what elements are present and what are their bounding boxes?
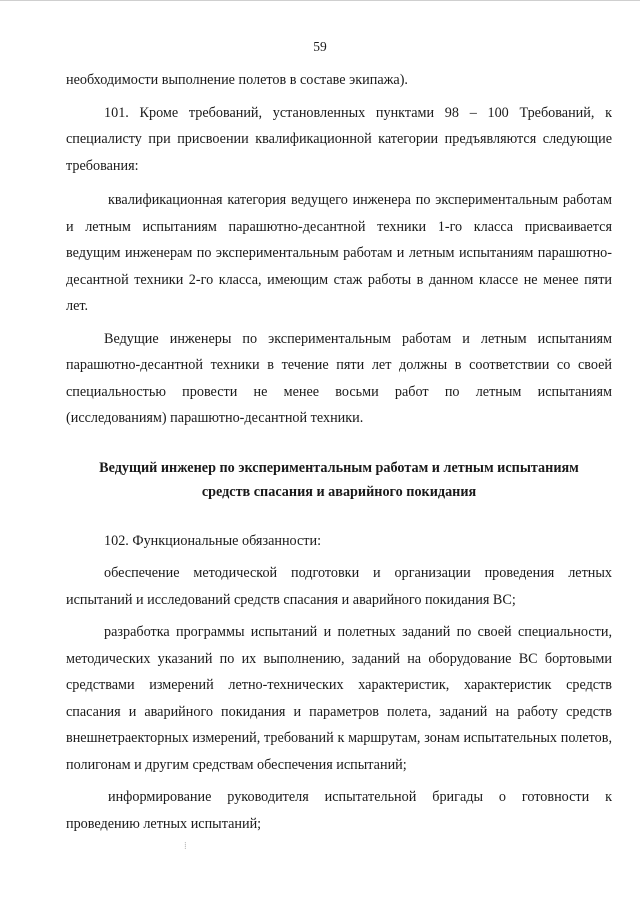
page-number: 59 xyxy=(313,39,327,54)
paragraph-item-101: 101. Кроме требований, установленных пунктами 98 – 100 Требований, к специалисту при присвоении квалификационной категории предъявляются следующие требования: xyxy=(66,104,612,174)
document-body xyxy=(66,67,612,837)
paragraph-continuation: необходимости выполнение полетов в составе экипажа). xyxy=(66,72,408,88)
paragraph-duty-informing: информирование руководителя испытательной бригады о готовности к проведению летных испытаний; xyxy=(66,789,612,832)
section-heading-line-2: средств спасания и аварийного покидания xyxy=(201,483,477,500)
paragraph-item-102: 102. Функциональные обязанности: xyxy=(104,532,322,549)
paragraph-duty-methodical: обеспечение методической подготовки и организации проведения летных испытаний и исследований средств спасания и аварийного покидания ВС; xyxy=(66,565,612,608)
section-heading xyxy=(66,456,612,504)
section-heading-line-1: Ведущий инженер по экспериментальным работам и летным испытаниям xyxy=(99,459,579,476)
paragraph-experience-requirement: Ведущие инженеры по экспериментальным работам и летным испытаниям парашютно-десантной техники в течение пяти лет должны в соответствии со своей специальностью провести не менее восьми работ по летным испытаниям (исследованиям) парашютно-десантной техники. xyxy=(66,330,612,426)
paragraph-duty-programs: разработка программы испытаний и полетных заданий по своей специальности, методических указаний по их выполнению, заданий на оборудование ВС бортовыми средствами измерений летно-технических характеристик, характеристик средств спасания и аварийного покидания и параметров полета, заданий на работу средств внешнетраекторных измерений, требований к маршрутам, зонам испытательных полетов, полигонам и другим средствам обеспечения испытаний; xyxy=(66,624,612,773)
scan-artifact: ⁞ xyxy=(184,841,187,852)
paragraph-category-requirement: квалификационная категория ведущего инженера по экспериментальным работам и летным испытаниям парашютно-десантной техники 1-го класса присваивается ведущим инженерам по экспериментальным работам и летным испытаниям парашютно-десантной техники 2-го класса, имеющим стаж работы в данном классе не менее пяти лет. xyxy=(66,192,612,314)
